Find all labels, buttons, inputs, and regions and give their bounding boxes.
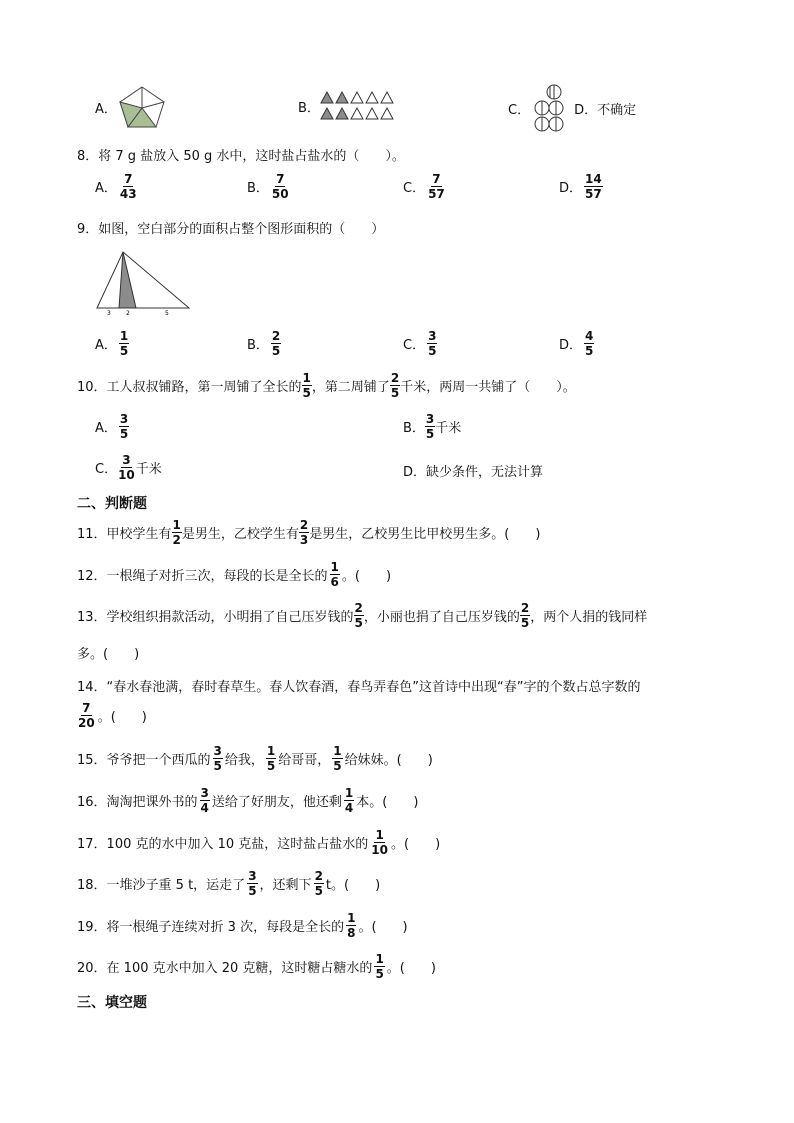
option-d-text: D．不确定 xyxy=(574,102,637,118)
option-label: B． xyxy=(298,100,320,116)
fraction: $\frac{3}{10}$ xyxy=(118,453,135,482)
fraction: $\frac{1}{5}$ xyxy=(302,371,311,400)
fraction: $\frac{7}{50}$ xyxy=(271,172,289,201)
q16: 16．淘淘把课外书的 $\frac{3}{4}$ 送给了好朋友，他还剩 $\frac{1}{4}$ 本。( ) xyxy=(77,786,419,815)
q14-line2: $\frac{7}{20}$ 。( ) xyxy=(78,701,147,730)
q10-option-b[interactable]: B． $\frac{3}{5}$ 千米 xyxy=(403,412,462,441)
q13: 13．学校组织捐款活动，小明捐了自己压岁钱的 $\frac{2}{5}$ ，小丽也捐了自己压岁钱的 $\frac{2}{5}$ ，两个人捐的钱同样 xyxy=(77,601,648,630)
fraction: $\frac{3}{5}$ xyxy=(425,412,435,441)
fraction: $\frac{3}{4}$ xyxy=(200,786,209,815)
q10-option-d[interactable]: D．缺少条件，无法计算 xyxy=(403,465,544,480)
pentagon-figure xyxy=(117,84,167,130)
fraction: $\frac{3}{5}$ xyxy=(428,329,437,358)
q13-line2: 多。( ) xyxy=(77,647,140,662)
q10-stem: 10．工人叔叔铺路，第一周铺了全长的 $\frac{1}{5}$ ，第二周铺了 $\frac{2}{5}$ 千米，两周一共铺了（ ）。 xyxy=(77,371,576,400)
fraction: $\frac{1}{10}$ xyxy=(371,828,388,857)
q12: 12．一根绳子对折三次，每段的长是全长的 $\frac{1}{6}$ 。( ) xyxy=(77,560,392,589)
q7-option-a[interactable] xyxy=(95,84,167,130)
fraction: $\frac{1}{4}$ xyxy=(344,786,354,815)
q8-option-c[interactable]: C． $\frac{7}{57}$ xyxy=(403,172,445,201)
fraction: $\frac{2}{5}$ xyxy=(520,601,530,630)
q18: 18．一堆沙子重 5 t，运走了 $\frac{3}{5}$ ，还剩下 $\frac{2}{5}$ t。( ) xyxy=(77,869,381,898)
fraction: $\frac{7}{20}$ xyxy=(78,701,95,730)
base-label: 3 xyxy=(107,310,111,316)
q7-option-c[interactable] xyxy=(508,84,636,132)
base-label: 2 xyxy=(126,310,130,316)
fraction: $\frac{1}{6}$ xyxy=(330,560,339,589)
circles-figure xyxy=(534,84,574,132)
q8-option-a[interactable]: A． $\frac{7}{43}$ xyxy=(95,172,137,201)
q15: 15．爷爷把一个西瓜的 $\frac{3}{5}$ 给我， $\frac{1}{5}$ 给哥哥， $\frac{1}{5}$ 给妹妹。( ) xyxy=(77,744,433,773)
fraction: $\frac{14}{57}$ xyxy=(585,172,602,201)
fraction: $\frac{3}{5}$ xyxy=(213,744,222,773)
q17: 17．100 克的水中加入 10 克盐，这时盐占盐水的 $\frac{1}{10}$ 。( ) xyxy=(77,828,441,857)
fraction: $\frac{1}{5}$ xyxy=(266,744,276,773)
q20: 20．在 100 克水中加入 20 克糖，这时糖占糖水的 $\frac{1}{5}$ 。( ) xyxy=(77,952,436,981)
fraction: $\frac{4}{5}$ xyxy=(585,329,594,358)
fraction: $\frac{2}{3}$ xyxy=(299,518,309,547)
q9-stem: 9．如图，空白部分的面积占整个图形面积的（ ） xyxy=(77,222,385,237)
q10-option-a[interactable]: A． $\frac{3}{5}$ xyxy=(95,412,129,441)
fraction: $\frac{7}{43}$ xyxy=(119,172,137,201)
option-label: C． xyxy=(508,102,531,118)
section-heading: 三、填空题 xyxy=(77,995,147,1011)
q11: 11．甲校学生有 $\frac{1}{2}$ 是男生，乙校学生有 $\frac{2}{3}$ 是男生，乙校男生比甲校男生多。( ) xyxy=(77,518,541,547)
q10-option-c[interactable]: C． $\frac{3}{10}$ 千米 xyxy=(95,453,162,482)
fraction: $\frac{1}{5}$ xyxy=(333,744,342,773)
triangles-figure xyxy=(320,90,400,122)
q9-option-c[interactable]: C． $\frac{3}{5}$ xyxy=(403,329,437,358)
q9-option-a[interactable]: A． $\frac{1}{5}$ xyxy=(95,329,129,358)
fraction: $\frac{2}{5}$ xyxy=(314,869,323,898)
fraction: $\frac{1}{5}$ xyxy=(375,952,384,981)
fraction: $\frac{1}{5}$ xyxy=(119,329,129,358)
fraction: $\frac{2}{5}$ xyxy=(354,601,363,630)
fraction: $\frac{2}{5}$ xyxy=(390,371,400,400)
fraction: $\frac{7}{57}$ xyxy=(428,172,445,201)
triangle-figure xyxy=(95,248,195,316)
option-label: A． xyxy=(95,101,117,117)
fraction: $\frac{3}{5}$ xyxy=(119,412,129,441)
fraction: $\frac{1}{2}$ xyxy=(172,518,181,547)
fraction: $\frac{2}{5}$ xyxy=(271,329,281,358)
q7-option-b[interactable] xyxy=(298,90,400,122)
section-heading: 二、判断题 xyxy=(77,496,147,512)
q8-stem: 8．将 7 g 盐放入 50 g 水中，这时盐占盐水的（ ）。 xyxy=(77,149,405,164)
q9-option-b[interactable]: B． $\frac{2}{5}$ xyxy=(247,329,281,358)
fraction: $\frac{3}{5}$ xyxy=(248,869,257,898)
q8-option-b[interactable]: B． $\frac{7}{50}$ xyxy=(247,172,289,201)
base-label: 5 xyxy=(165,310,169,316)
q8-option-d[interactable]: D． $\frac{14}{57}$ xyxy=(559,172,602,201)
q14-line1: 14．“春水春池满，春时春草生。春人饮春酒，春鸟弄春色”这首诗中出现“春”字的个数占总字数的 xyxy=(77,680,641,695)
fraction: $\frac{1}{8}$ xyxy=(347,911,356,940)
q9-option-d[interactable]: D． $\frac{4}{5}$ xyxy=(559,329,594,358)
q19: 19．将一根绳子连续对折 3 次，每段是全长的 $\frac{1}{8}$ 。( ) xyxy=(77,911,408,940)
